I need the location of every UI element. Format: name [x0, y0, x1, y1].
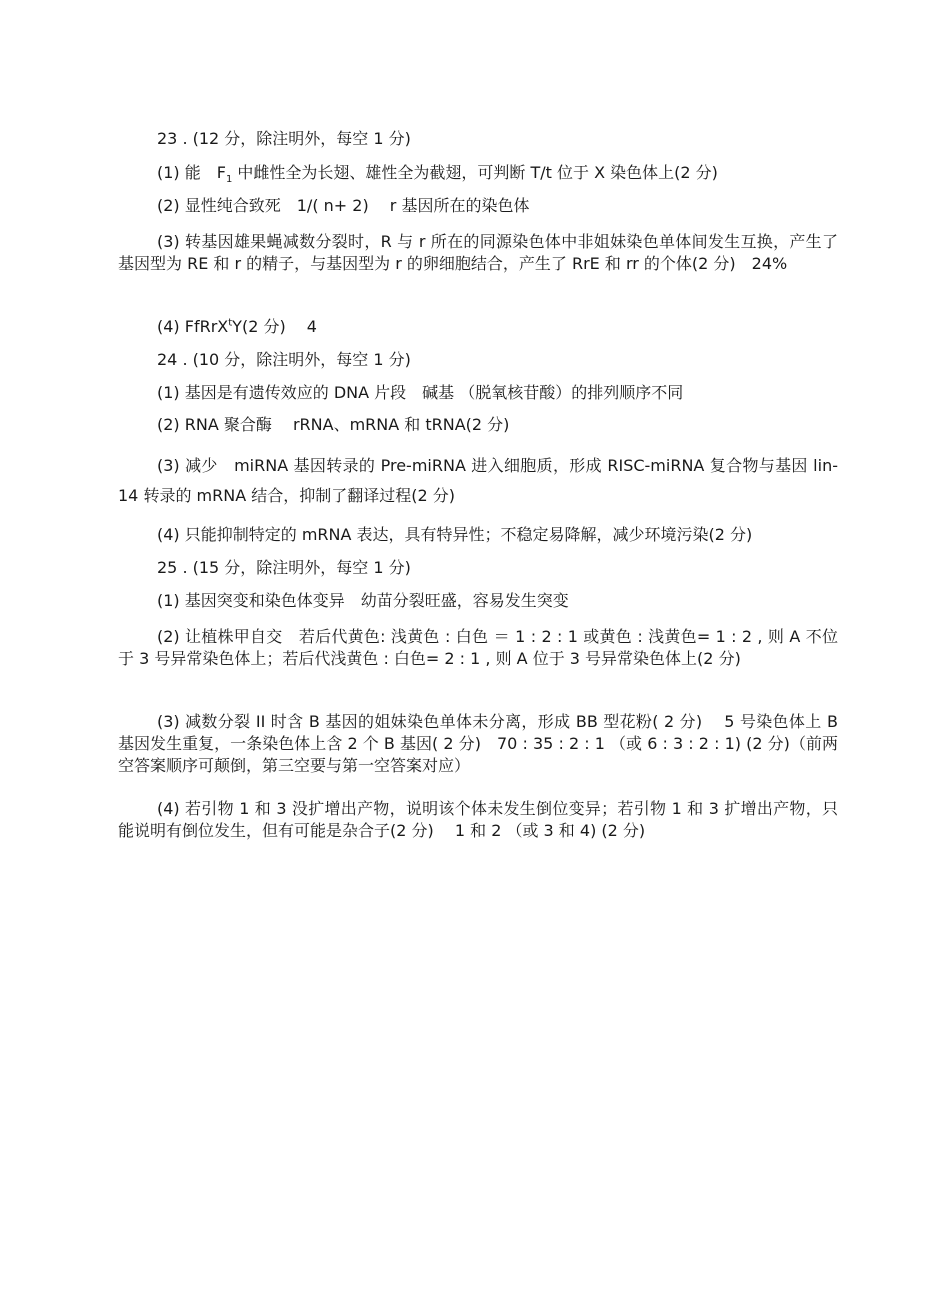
q25-answer-2: (2) 让植株甲自交 若后代黄色: 浅黄色 : 白色 ＝ 1 : 2 : 1 或黄色 : 浅黄色= 1 : 2 , 则 A 不位于 3 号异常染色体上；若后代浅黄色 : 白色= 2 : 1 , 则 A 位于 3 号异常染色体上(2 分): [118, 627, 838, 668]
q23-answer-1: [157, 162, 718, 184]
q23-heading: 23 . (12 分，除注明外，每空 1 分): [157, 129, 411, 148]
q24-answer-2: (2) RNA 聚合酶 rRNA、mRNA 和 tRNA(2 分): [157, 415, 510, 434]
q23-answer-1-text: 中雌性全为长翅、雄性全为截翅，可判断 T/t 位于 X 染色体上(2 分): [232, 163, 718, 182]
q24-answer-3: (3) 减少 miRNA 基因转录的 Pre-miRNA 进入细胞质，形成 RISC-miRNA 复合物与基因 lin-14 转录的 mRNA 结合，抑制了翻译过程(2 分): [118, 456, 838, 505]
q23-answer-1-prefix: (1) 能 F: [157, 163, 226, 182]
q23-answer-4-prefix: (4) FfRrX: [157, 317, 229, 336]
q24-answer-4: (4) 只能抑制特定的 mRNA 表达，具有特异性；不稳定易降解，减少环境污染(2 分): [157, 525, 753, 544]
q23-answer-2: (2) 显性纯合致死 1/( n+ 2) r 基因所在的染色体: [157, 196, 530, 215]
q25-heading: 25 . (15 分，除注明外，每空 1 分): [157, 558, 411, 577]
q23-answer-4-text: Y(2 分) 4: [232, 317, 317, 336]
q25-answer-4: (4) 若引物 1 和 3 没扩增出产物，说明该个体未发生倒位变异；若引物 1 和 3 扩增出产物，只能说明有倒位发生，但有可能是杂合子(2 分) 1 和 2 （或 3 和 4) (2 分): [118, 799, 838, 840]
q24-heading: 24 . (10 分，除注明外，每空 1 分): [157, 350, 411, 369]
q25-answer-1: (1) 基因突变和染色体变异 幼苗分裂旺盛，容易发生突变: [157, 591, 569, 610]
q23-answer-4-superscript: t: [228, 317, 233, 329]
q23-answer-1-subscript: 1: [225, 174, 233, 186]
q23-answer-4: [157, 316, 317, 338]
q24-answer-1: (1) 基因是有遗传效应的 DNA 片段 碱基 （脱氧核苷酸）的排列顺序不同: [157, 383, 684, 402]
q23-answer-3: (3) 转基因雄果蝇减数分裂时，R 与 r 所在的同源染色体中非姐妹染色单体间发生互换，产生了基因型为 RE 和 r 的精子，与基因型为 r 的卵细胞结合，产生了 RrE 和 rr 的个体(2 分) 24%: [118, 232, 838, 273]
q25-answer-3: (3) 减数分裂 II 时含 B 基因的姐妹染色单体未分离，形成 BB 型花粉( 2 分) 5 号染色体上 B 基因发生重复，一条染色体上含 2 个 B 基因( 2 分) 70 : 35 : 2 : 1 （或 6 : 3 : 2 : 1) (2 分)（前两空答案顺序可颠倒，第三空要与第一空答案对应）: [118, 712, 838, 775]
